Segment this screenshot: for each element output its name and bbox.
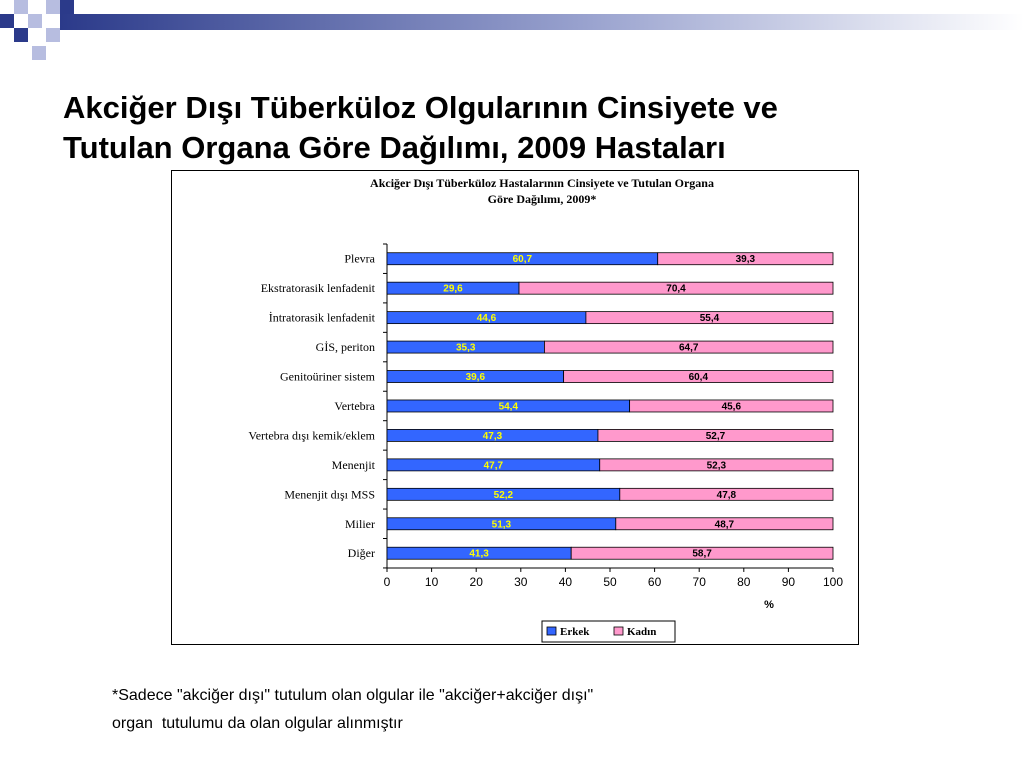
- x-tick-label: 90: [781, 574, 796, 589]
- category-label: Ekstratorasik lenfadenit: [260, 281, 375, 296]
- data-label-kadin: 47,8: [716, 489, 737, 501]
- x-tick-label: 0: [383, 574, 391, 589]
- category-label: Milier: [345, 516, 375, 531]
- x-tick-label: 30: [514, 574, 528, 589]
- x-tick-label: 40: [558, 574, 573, 589]
- chart-title-line-2: Göre Dağılımı, 2009*: [487, 192, 597, 206]
- data-label-erkek: 44,6: [476, 313, 497, 325]
- category-label: Genitoüriner sistem: [280, 369, 375, 384]
- x-tick-label: 70: [692, 574, 706, 589]
- data-label-erkek: 47,7: [483, 460, 504, 472]
- data-label-kadin: 70,4: [666, 283, 686, 295]
- slide-title-line-1: Akciğer Dışı Tüberküloz Olgularının Cinsiyete ve: [63, 90, 778, 125]
- category-label: Diğer: [347, 546, 375, 561]
- legend-swatch-kadin: [614, 627, 623, 635]
- data-label-kadin: 52,3: [706, 460, 727, 472]
- category-label: Menenjit dışı MSS: [284, 487, 375, 502]
- data-label-erkek: 54,4: [498, 401, 519, 413]
- x-tick-label: 10: [424, 574, 439, 589]
- chart-title-line-1: Akciğer Dışı Tüberküloz Hastalarının Cinsiyete ve Tutulan Organa: [370, 176, 714, 190]
- data-label-erkek: 51,3: [491, 519, 512, 531]
- data-label-kadin: 58,7: [692, 548, 712, 560]
- data-label-kadin: 52,7: [705, 430, 726, 442]
- legend-label-kadin: Kadın: [627, 626, 657, 638]
- data-label-erkek: 60,7: [512, 254, 533, 266]
- category-label: Plevra: [344, 251, 375, 266]
- data-label-erkek: 35,3: [455, 342, 476, 354]
- data-label-kadin: 55,4: [699, 313, 720, 325]
- data-label-erkek: 29,6: [443, 283, 463, 295]
- corner-decoration: [0, 0, 1024, 64]
- data-label-kadin: 48,7: [714, 519, 735, 531]
- data-label-erkek: 52,2: [493, 489, 514, 501]
- category-label: İntratorasik lenfadenit: [268, 310, 375, 325]
- slide-title: [63, 88, 963, 168]
- data-label-kadin: 45,6: [721, 401, 742, 413]
- footnote-line-1: *Sadece "akciğer dışı" tutulum olan olgular ile "akciğer+akciğer dışı": [112, 687, 594, 704]
- data-label-erkek: 41,3: [469, 548, 489, 560]
- chart-frame: [171, 170, 859, 645]
- x-tick-label: 80: [737, 574, 751, 589]
- legend-label-erkek: Erkek: [560, 626, 590, 638]
- category-label: Menenjit: [331, 457, 375, 472]
- x-axis-label: %: [764, 598, 774, 611]
- footnote-line-2: organ tutulumu da olan olgular alınmıştır: [112, 715, 403, 732]
- category-label: Vertebra dışı kemik/eklem: [248, 428, 375, 443]
- footnote: [112, 682, 892, 738]
- x-tick-label: 60: [647, 574, 662, 589]
- data-label-kadin: 39,3: [735, 254, 756, 266]
- slide-title-line-2: Tutulan Organa Göre Dağılımı, 2009 Hastaları: [63, 130, 726, 165]
- category-label: Vertebra: [334, 398, 375, 413]
- x-tick-label: 100: [822, 574, 844, 589]
- x-tick-label: 20: [469, 574, 483, 589]
- legend-swatch-erkek: [547, 627, 556, 635]
- stacked-bar-chart: [172, 171, 858, 644]
- data-label-erkek: 47,3: [482, 430, 503, 442]
- data-label-erkek: 39,6: [465, 372, 486, 384]
- data-label-kadin: 60,4: [688, 372, 709, 384]
- category-label: GİS, periton: [315, 340, 375, 355]
- data-label-kadin: 64,7: [678, 342, 699, 354]
- x-tick-label: 50: [603, 574, 617, 589]
